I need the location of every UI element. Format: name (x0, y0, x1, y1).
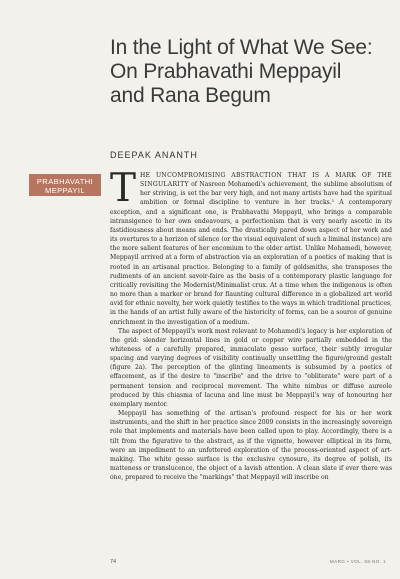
paragraph-2: The aspect of Meppayil's work most relevant to Mohamedi's legacy is her exploration of the grid: slender horizontal lines in gold or copper wire partially embedded in the whiteness of a carefully prepared, immaculate gesso surface, their subtly irregular spacing and varying degrees of visibility continually unsettling the figure/ground gestalt (figure 2a). The perception of the glinting lineaments is subsumed by a poetics of effacement, as if the desire to "inscribe" and the drive to "obliterate" were part of a permanent tension and reciprocal movement. The white nimbus or diffuse aureole produced by this chiasma of lacuna and line must be Meppayil's way of honouring her exemplary mentor. (110, 327, 392, 408)
page-number: 74 (110, 559, 117, 565)
article-body (110, 171, 392, 565)
paragraph-3: Meppayil has something of the artisan's profound respect for his or her work instruments, and the shift in her practice since 2009 consists in the increasingly sovereign role that implements and materials have been called upon to play. Accordingly, there is a tilt from the figurative to the abstract, as if the vignette, however elliptical in its form, were an impediment to an unfettered exploration of the process-oriented aspect of art-making. The white gesso surface is the exclusive cynosure, its degree of polish, its matteness or translucence, the object of a lavish attention. A clean slate if ever there was one, prepared to receive the "markings" that Meppayil will inscribe on (110, 410, 392, 482)
running-footer: MARG • VOL. 68 NO. 1 (329, 559, 386, 564)
author-byline: DEEPAK ANANTH (110, 150, 198, 160)
article-title: In the Light of What We See: On Prabhavathi Meppayil and Rana Begum (110, 36, 373, 107)
paragraph-1 (110, 171, 392, 327)
lead-in: HE UNCOMPROMISING ABSTRACTION THAT IS A MARK OF THE SINGULARITY (140, 172, 392, 189)
drop-cap: T (110, 171, 137, 211)
section-tag: PRABHAVATHI MEPPAYIL (29, 174, 101, 196)
paragraph-1-text: of Nasreen Mohamedi's achievement, the sublime absolutism of her striving, is set the bar very high, and not many artists have had the spiritual ambition or formal discipline to venture in her tracks.¹ A contemporary exception, and a significant one, is Prabhavathi Meppayil, who brings a comparable intransigence to her own endeavours, a perfectionism that is very nearly ascetic in its fastidiousness about means and ends. The drastically pared down aspect of her work and its overtures to a horizon of silence (or the visual equivalent of such a liminal instance) are the more salient features of her encomium to the older artist. Unlike Mohamedi, however, Meppayil arrived at a form of abstraction via an exploration of a poetics of making that is rooted in an artisanal practice. Belonging to a family of goldsmiths, she transposes the rudiments of an ancient savoir-faire as the basis of a contemporary plastic language for critically revisiting the Modernist/Minimalist crux. At a time when the indigenous is often no more than a marker or brand for flaunting cultural difference in a globalized art world avid for ethnic novelty, her work quietly testifies to the ways in which traditional practices, in the hands of an artist fully aware of the historicity of forms, can be a source of genuine enrichment in the investigation of a medium. (110, 181, 392, 326)
